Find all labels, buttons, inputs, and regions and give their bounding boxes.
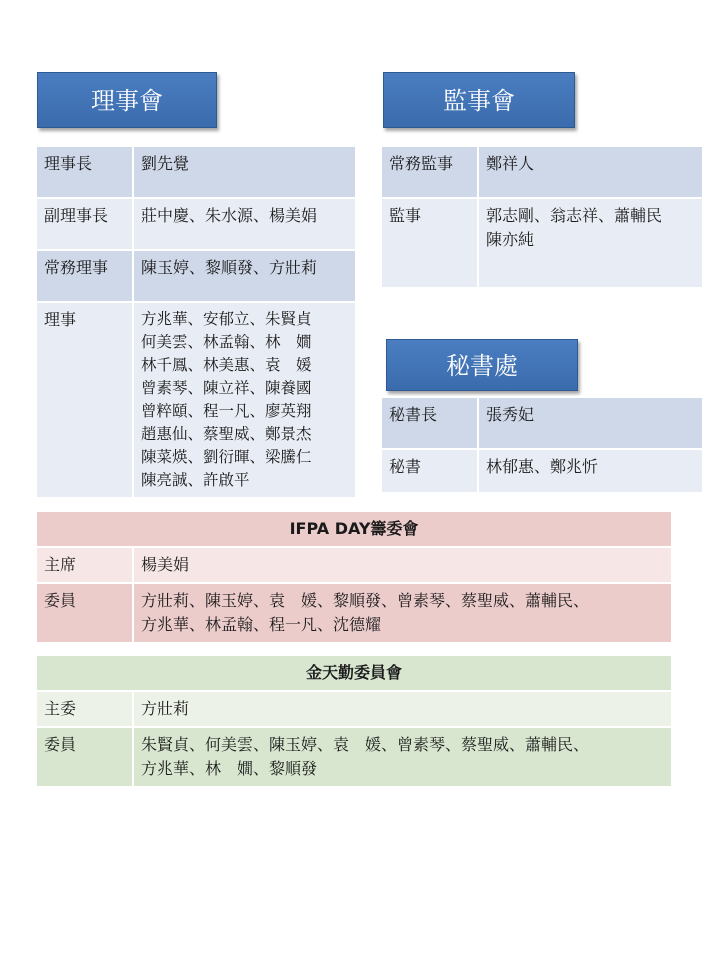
secretariat-table <box>380 396 704 494</box>
names-cell: 方壯莉 <box>133 691 672 727</box>
table-header-row <box>36 511 672 547</box>
role-cell: 委員 <box>36 727 133 787</box>
names-cell: 莊中慶、朱水源、楊美娟 <box>133 198 356 250</box>
ifpa-table <box>35 510 673 644</box>
table-row <box>36 583 672 643</box>
ifpa-title: IFPA DAY籌委會 <box>36 511 672 547</box>
table-row <box>381 146 703 198</box>
role-cell: 副理事長 <box>36 198 133 250</box>
names-cell: 劉先覺 <box>133 146 356 198</box>
names-cell: 方壯莉、陳玉婷、袁 媛、黎順發、曾素琴、蔡聖威、蕭輔民、 方兆華、林孟翰、程一凡、沈德耀 <box>133 583 672 643</box>
role-cell: 理事 <box>36 302 133 498</box>
supervisors-title <box>383 72 575 128</box>
golden-table <box>35 654 673 788</box>
names-cell: 朱賢貞、何美雲、陳玉婷、袁 媛、曾素琴、蔡聖威、蕭輔民、 方兆華、林 嫺、黎順發 <box>133 727 672 787</box>
supervisors-title-text: 監事會 <box>443 87 515 115</box>
names-cell: 楊美娟 <box>133 547 672 583</box>
table-row <box>36 727 672 787</box>
supervisors-table <box>380 145 704 289</box>
names-cell: 陳玉婷、黎順發、方壯莉 <box>133 250 356 302</box>
names-cell: 張秀妃 <box>478 397 703 449</box>
table-header-row <box>36 655 672 691</box>
role-cell: 主委 <box>36 691 133 727</box>
golden-title: 金天勤委員會 <box>36 655 672 691</box>
role-cell: 常務理事 <box>36 250 133 302</box>
role-cell: 委員 <box>36 583 133 643</box>
names-cell: 方兆華、安郁立、朱賢貞 何美雲、林孟翰、林 嫺 林千鳳、林美惠、袁 媛 曾素琴、陳立祥、陳養國 曾粹頤、程一凡、廖英翔 趙惠仙、蔡聖威、鄭景杰 陳菜煐、劉衍暉、梁騰仁 陳亮誠、許啟平 <box>133 302 356 498</box>
secretariat-title <box>386 339 578 391</box>
table-row <box>36 547 672 583</box>
table-row <box>36 691 672 727</box>
board-table <box>35 145 357 499</box>
table-row <box>36 198 356 250</box>
table-row <box>381 449 703 493</box>
role-cell: 監事 <box>381 198 478 288</box>
names-cell: 林郁惠、鄭兆忻 <box>478 449 703 493</box>
table-row <box>36 250 356 302</box>
secretariat-title-text: 秘書處 <box>446 352 518 380</box>
names-cell: 鄭祥人 <box>478 146 703 198</box>
role-cell: 主席 <box>36 547 133 583</box>
table-row <box>381 397 703 449</box>
table-row <box>381 198 703 288</box>
table-row <box>36 146 356 198</box>
board-title-text: 理事會 <box>91 87 163 115</box>
board-title <box>37 72 217 128</box>
role-cell: 常務監事 <box>381 146 478 198</box>
role-cell: 秘書長 <box>381 397 478 449</box>
role-cell: 理事長 <box>36 146 133 198</box>
table-row <box>36 302 356 498</box>
names-cell: 郭志剛、翁志祥、蕭輔民 陳亦純 <box>478 198 703 288</box>
role-cell: 秘書 <box>381 449 478 493</box>
